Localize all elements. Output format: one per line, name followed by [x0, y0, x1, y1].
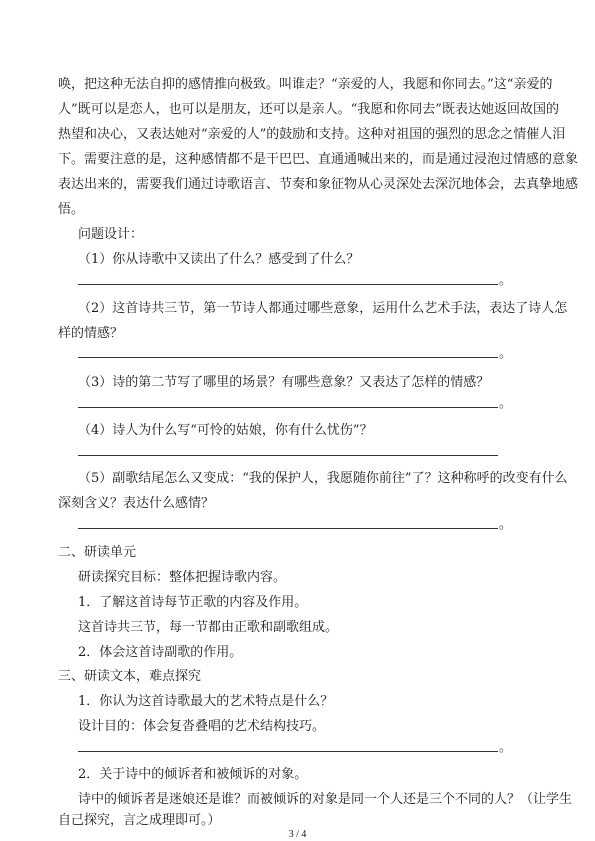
- question-1: （1）你从诗歌中又读出了什么？感受到了什么？: [78, 252, 360, 267]
- questions-heading: 问题设计：: [78, 227, 144, 242]
- paragraph-line-4: 下。需要注意的是，这种感情都不是干巴巴、直通通喊出来的，而是通过浸泡过情感的意象: [58, 152, 579, 167]
- answer-period-1: 。: [499, 273, 513, 288]
- question-2-line-1: （2）这首诗共三节，第一节诗人都通过哪些意象，运用什么艺术手法，表达了诗人怎: [78, 301, 568, 316]
- answer-line-4[interactable]: [78, 455, 498, 456]
- section-3-item-2: 2．关于诗中的倾诉者和被倾诉的对象。: [78, 767, 308, 782]
- page-number: 3 / 4: [288, 829, 307, 840]
- section-3-item-2-text-line-1: 诗中的倾诉者是迷娘还是谁？而被倾诉的对象是同一个人还是三个不同的人？（让学生: [78, 792, 573, 807]
- paragraph-line-5: 表达出来的，需要我们通过诗歌语言、节奏和象征物从心灵深处去深沉地体会，去真挚地感: [58, 177, 579, 192]
- question-5-line-2: 深刻含义？表达什么感情？: [58, 496, 215, 511]
- answer-line-6[interactable]: [78, 751, 498, 752]
- section-3-item-1: 1．你认为这首诗歌最大的艺术特点是什么？: [78, 694, 334, 709]
- paragraph-line-1: 唤，把这种无法自抑的感情推向极致。叫谁走？“亲爱的人，我愿和你同去。”这“亲爱的: [58, 77, 553, 92]
- section-3-item-2-text-line-2: 自己探究，言之成理即可。）: [58, 813, 221, 828]
- question-3: （3）诗的第二节写了哪里的场景？有哪些意象？又表达了怎样的情感？: [78, 375, 490, 390]
- answer-line-2[interactable]: [78, 357, 498, 358]
- section-2-item-1: 1．了解这首诗每节正歌的内容及作用。: [78, 595, 308, 610]
- section-3-heading: 三、研读文本，难点探究: [58, 669, 202, 684]
- answer-line-5[interactable]: [78, 528, 498, 529]
- question-5-line-1: （5）副歌结尾怎么又变成：“我的保护人，我愿随你前往”了？这种称呼的改变有什么: [78, 471, 568, 486]
- answer-line-1[interactable]: [78, 284, 498, 285]
- answer-period-2: 。: [499, 346, 513, 361]
- paragraph-line-3: 热望和决心，又表达她对“亲爱的人”的鼓励和支持。这种对祖国的强烈的思念之情催人泪: [58, 127, 566, 142]
- paragraph-line-2: 人”既可以是恋人，也可以是朋友，还可以是亲人。“我愿和你同去”既表达她返回故国的: [58, 102, 559, 117]
- answer-period-6: 。: [499, 740, 513, 755]
- answer-line-3[interactable]: [78, 407, 498, 408]
- paragraph-line-6: 悟。: [58, 202, 85, 217]
- section-2-item-1-note: 这首诗共三节，每一节都由正歌和副歌组成。: [78, 620, 339, 635]
- answer-period-5: 。: [499, 517, 513, 532]
- question-4: （4）诗人为什么写“可怜的姑娘，你有什么忧伤”？: [78, 423, 373, 438]
- answer-period-3: 。: [499, 396, 513, 411]
- section-2-heading: 二、研读单元: [58, 545, 137, 560]
- question-2-line-2: 样的情感？: [58, 326, 124, 341]
- section-2-item-2: 2．体会这首诗副歌的作用。: [78, 645, 243, 660]
- section-2-goal: 研读探究目标：整体把握诗歌内容。: [78, 570, 287, 585]
- section-3-design: 设计目的：体会复沓叠唱的艺术结构技巧。: [78, 719, 326, 734]
